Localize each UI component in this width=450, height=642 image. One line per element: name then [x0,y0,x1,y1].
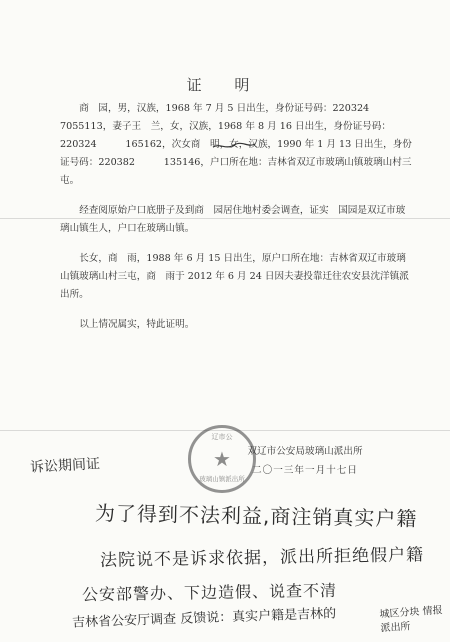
seal-top-text: 辽市公 [211,433,233,441]
paragraph-eldest-daughter: 长女，商 雨，1988 年 6 月 15 日出生，原户口所在地：吉林省双辽市玻璃山镇玻璃山村三屯，商 雨于 2012 年 6 月 24 日因夫妻投靠迁往农安县沈洋镇派出所。 [60,253,409,300]
document-title: 证 明 [186,76,264,94]
official-seal [188,425,256,493]
paragraph-closing: 以上情况属实，特此证明。 [79,319,195,330]
issue-date: 二〇一三年一月十七日 [252,465,358,476]
handwritten-note-3: 法院说不是诉求依据，派出所拒绝假户籍 [99,545,425,571]
paragraph-investigation: 经查阅原始户口底册子及到商 园居住地村委会调查，证实 国园是双辽市玻璃山镇生人，户口在玻璃山镇。 [60,205,406,234]
seal-star-icon: ★ [213,447,231,471]
issuing-authority: 双辽市公安局玻璃山派出所 [247,446,363,457]
seal-bottom-text: 玻璃山镇派出所 [199,475,245,483]
handwritten-note-4: 公安部警办、下边造假、说查不清 [81,580,338,605]
official-stamp-block [180,425,440,505]
handwritten-note-5: 吉林省公安厅调查 反馈说：真实户籍是吉林的 [71,606,337,631]
handwritten-note-1: 诉讼期间证 [29,456,101,476]
handwritten-note-6: 城区分块 情报 派出所 [379,605,443,635]
handwritten-note-2: 为了得到不法利益,商注销真实户籍 [94,501,418,531]
paragraph-household-members: 商 园，男，汉族，1968 年 7 月 5 日出生，身份证号码：220324 7055113，妻子王 兰，女，汉族，1968 年 8 月 16 日出生，身份证号码：220324 165162，次女商 明，女，汉族，1990 年 1 月 13 日出生，身份证号码：220382 135146，户口所在地：吉林省双辽市玻璃山镇玻璃山村三屯。 [60,103,412,186]
certificate-body [60,100,412,334]
